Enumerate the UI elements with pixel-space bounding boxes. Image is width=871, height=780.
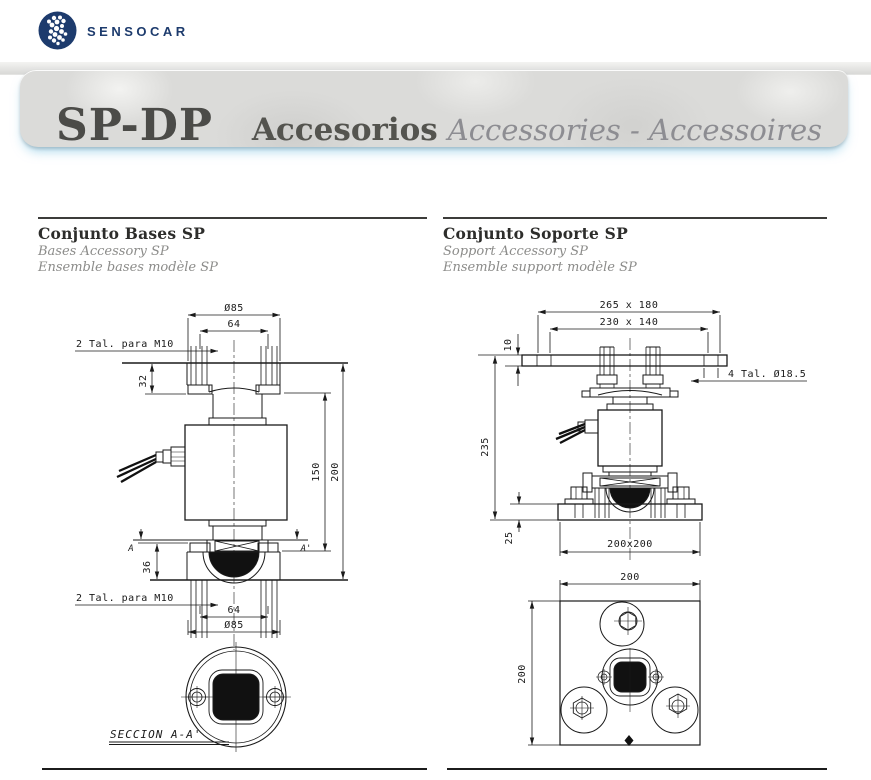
subtitle-primary: Accesorios bbox=[251, 112, 438, 148]
page-title: SP-DP bbox=[56, 100, 213, 151]
dim-plate-top: 32 bbox=[138, 374, 149, 388]
brand-name: SENSOCAR bbox=[87, 23, 189, 39]
left-heading: Conjunto Bases SP bbox=[38, 224, 206, 243]
title-bar bbox=[20, 70, 848, 151]
dim-tapped-bottom: 2 Tal. para M10 bbox=[76, 593, 174, 604]
dim-tapped-top: 2 Tal. para M10 bbox=[76, 339, 174, 350]
right-subtitle-fr: Ensemble support modèle SP bbox=[443, 260, 637, 276]
marker-a: A bbox=[128, 544, 134, 554]
footer-rule-right bbox=[447, 768, 827, 770]
dim-hole-pattern: 230 x 140 bbox=[599, 317, 659, 328]
dim-base-thickness: 25 bbox=[504, 531, 515, 545]
dim-overall-height: 235 bbox=[480, 437, 491, 457]
dim-top-diameter: Ø85 bbox=[224, 303, 244, 314]
soporte-geometry bbox=[478, 347, 727, 520]
dim-plan-width: 200 bbox=[620, 572, 640, 583]
sensocar-logo-icon bbox=[38, 11, 78, 51]
dim-top-spacing: 64 bbox=[227, 319, 241, 330]
dim-overall-height: 200 bbox=[330, 462, 341, 482]
left-column-rule bbox=[38, 217, 427, 219]
dim-top-plate: 265 x 180 bbox=[599, 300, 659, 311]
left-subtitle-en: Bases Accessory SP bbox=[38, 244, 169, 259]
soporte-plan-view bbox=[560, 601, 700, 746]
left-column-heading bbox=[38, 220, 428, 277]
dim-bottom-diameter: Ø85 bbox=[224, 620, 244, 631]
dim-corner-holes: 4 Tal. Ø18.5 bbox=[728, 369, 807, 380]
marker-a-prime: A' bbox=[300, 544, 312, 554]
dim-base-plate: 200x200 bbox=[607, 539, 653, 550]
page-subtitle bbox=[251, 112, 822, 148]
right-heading: Conjunto Soporte SP bbox=[443, 224, 628, 243]
section-label: SECCION A-A' bbox=[110, 728, 202, 741]
dim-plate-thickness: 10 bbox=[503, 338, 514, 352]
right-column-rule bbox=[443, 217, 827, 219]
dim-plan-height: 200 bbox=[517, 664, 528, 684]
bases-sp-drawing bbox=[30, 300, 430, 770]
right-column-heading bbox=[443, 220, 833, 277]
dim-inner-height: 150 bbox=[311, 462, 322, 482]
soporte-sp-drawing bbox=[440, 300, 870, 770]
right-subtitle-en: Sopport Accessory SP bbox=[443, 244, 588, 259]
left-subtitle-fr: Ensemble bases modèle SP bbox=[38, 260, 218, 276]
footer-rule-left bbox=[42, 768, 427, 770]
dim-bottom-spacing: 64 bbox=[227, 605, 241, 616]
subtitle-secondary: Accessories - Accessoires bbox=[447, 113, 822, 147]
brand-header bbox=[38, 11, 189, 51]
dim-plate-bottom: 36 bbox=[142, 560, 153, 574]
